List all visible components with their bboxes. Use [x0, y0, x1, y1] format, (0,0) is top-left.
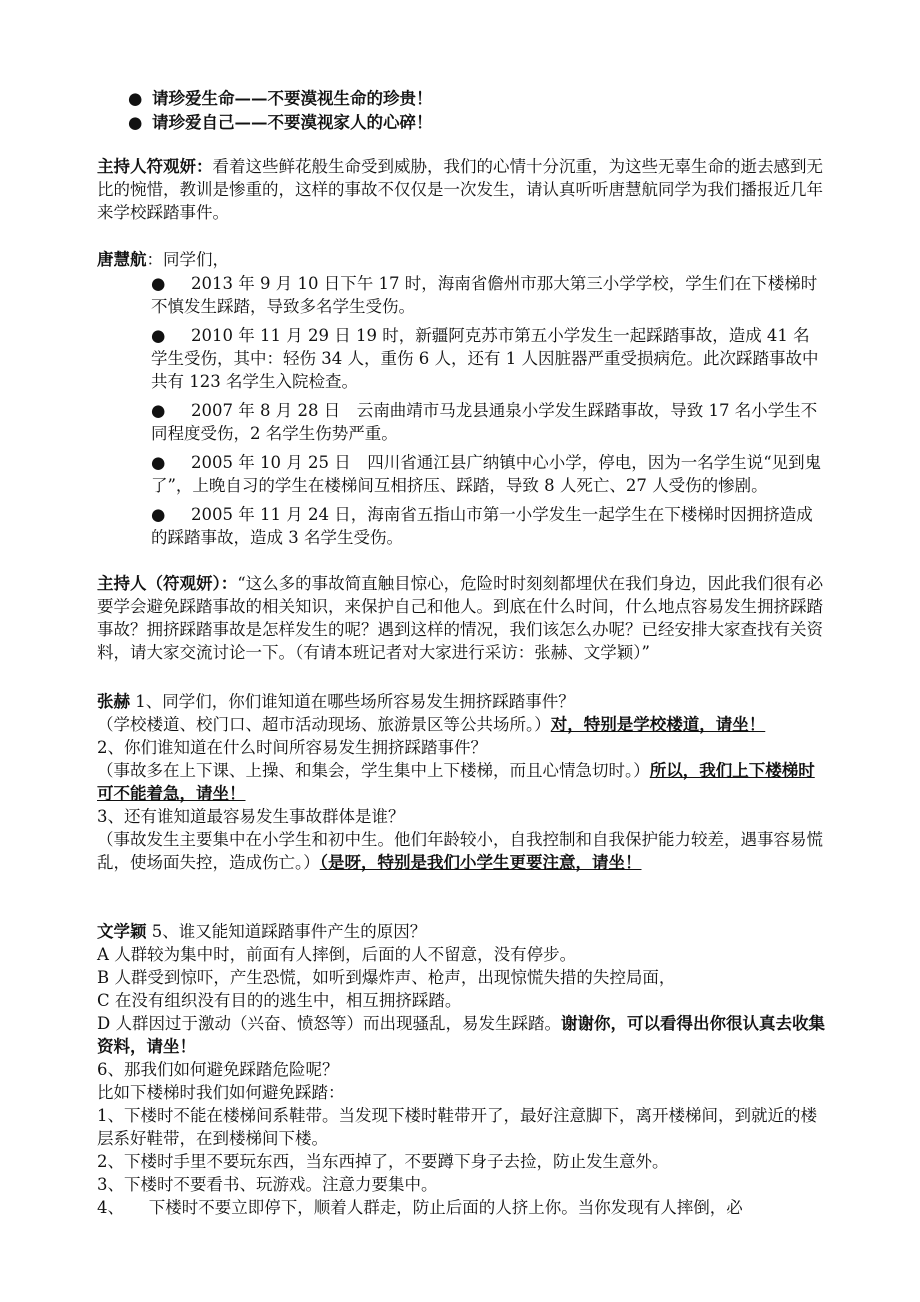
incident-text: 2005 年 11 月 24 日，海南省五指山市第一小学发生一起学生在下楼梯时因拥挤造成的踩踏事故，造成 3 名学生受伤。 [151, 505, 813, 547]
answer-emphasis: 所以，我们上下楼梯时可不能着急，请坐！ [97, 761, 815, 803]
list-item [151, 324, 825, 393]
answer-emphasis: 对，特别是学校楼道，请坐！ [550, 715, 766, 734]
bullet-dot-icon: ● [151, 505, 166, 524]
reason-emphasis: 谢谢你，可以看得出你很认真去收集资料，请坐！ [97, 1014, 825, 1056]
speaker-label: 唐慧航 [97, 250, 147, 269]
bullet-dot-icon: ● [151, 453, 166, 472]
list-item [151, 451, 825, 497]
tip-3: 3、下楼时不要看书、玩游戏。注意力要集中。 [97, 1175, 438, 1194]
zhang-q1 [97, 690, 825, 713]
bullet-text: 请珍爱自己——不要漠视家人的心碎！ [152, 113, 433, 132]
list-item [151, 503, 825, 549]
intro-paragraph [97, 155, 825, 224]
tip-2: 2、下楼时手里不要玩东西，当东西掉了，不要蹲下身子去捡，防止发生意外。 [97, 1152, 669, 1171]
answer-text: （学校楼道、校门口、超市活动现场、旅游景区等公共场所。） [97, 715, 551, 734]
incident-list [151, 272, 825, 555]
list-item [151, 399, 825, 445]
tang-intro [97, 248, 825, 271]
tip-1: 1、下楼时不能在楼梯间系鞋带。当发现下楼时鞋带开了，最好注意脚下，离开楼梯间，到就近的楼层系好鞋带，在到楼梯间下楼。 [97, 1106, 817, 1148]
zhang-a3 [97, 828, 825, 874]
zhang-q2: 2、你们谁知道在什么时间所容易发生拥挤踩踏事件？ [97, 738, 487, 757]
zhang-a1 [97, 713, 825, 736]
incident-text: 2013 年 9 月 10 日下午 17 时，海南省儋州市那大第三小学学校，学生们在下楼梯时不慎发生踩踏，导致多名学生受伤。 [151, 274, 818, 316]
question-text: 5、谁又能知道踩踏事件产生的原因？ [146, 922, 427, 941]
answer-emphasis: （是呀，特别是我们小学生更要注意，请坐！ [319, 853, 642, 872]
tip-4: 4、 下楼时不要立即停下，顺着人群走，防止后面的人挤上你。当你发现有人摔倒，必 [97, 1198, 743, 1217]
bullet-dot-icon: ● [151, 274, 166, 293]
wen-q6: 6、那我们如何避免踩踏危险呢？ [97, 1060, 339, 1079]
bullet-dot-icon: ● [128, 89, 143, 108]
wen-lead: 比如下楼梯时我们如何避免踩踏： [97, 1083, 345, 1102]
bullet-text: 请珍爱生命——不要漠视生命的珍贵！ [152, 89, 433, 108]
reason-text: D 人群因过于激动（兴奋、愤怒等）而出现骚乱，易发生踩踏。 [97, 1014, 561, 1033]
zhang-q3: 3、还有谁知道最容易发生事故群体是谁？ [97, 807, 405, 826]
wen-q5 [97, 920, 825, 943]
speaker-label: 主持人（符观妍）： [97, 574, 238, 593]
question-text: 1、同学们，你们谁知道在哪些场所容易发生拥挤踩踏事件？ [130, 692, 575, 711]
bullet-dot-icon: ● [151, 401, 166, 420]
list-item [151, 272, 825, 318]
incident-text: 2007 年 8 月 28 日 云南曲靖市马龙县通泉小学发生踩踏事故，导致 17 名小学生不同程度受伤，2 名学生伤势严重。 [151, 401, 818, 443]
tang-text: ：同学们， [146, 250, 229, 269]
reason-c: C 在没有组织没有目的的逃生中，相互拥挤踩踏。 [97, 991, 462, 1010]
host-paragraph [97, 572, 825, 664]
reason-b: B 人群受到惊吓，产生恐慌，如听到爆炸声、枪声，出现惊慌失措的失控局面， [97, 968, 676, 987]
host-text: “这么多的事故简直触目惊心，危险时时刻刻都埋伏在我们身边，因此我们很有必要学会避免踩踏事故的相关知识，来保护自己和他人。到底在什么时间，什么地点容易发生拥挤踩踏事故？拥挤踩踏事故是怎样发生的呢？遇到这样的情况，我们该怎么办呢？已经安排大家查找有关资料，请大家交流讨论一下。（有请本班记者对大家进行采访：张赫、文学颖）” [97, 574, 824, 662]
speaker-label: 文学颖 [97, 922, 147, 941]
reason-d [97, 1012, 825, 1058]
zhang-section [97, 690, 825, 874]
incident-text: 2010 年 11 月 29 日 19 时，新疆阿克苏市第五小学发生一起踩踏事故，造成 41 名学生受伤，其中：轻伤 34 人，重伤 6 人，还有 1 人因脏器严重受损病危。此次踩踏事故中共有 123 名学生入院检查。 [151, 326, 819, 391]
incident-text: 2005 年 10 月 25 日 四川省通江县广纳镇中心小学，停电，因为一名学生说“见到鬼了”，上晚自习的学生在楼梯间互相挤压、踩踏，导致 8 人死亡、27 人受伤的惨剧。 [151, 453, 822, 495]
answer-text: （事故多在上下课、上操、和集会，学生集中上下楼梯，而且心情急切时。） [97, 761, 650, 780]
reason-a: A 人群较为集中时，前面有人摔倒，后面的人不留意，没有停步。 [97, 945, 577, 964]
speaker-label: 主持人符观妍： [97, 157, 213, 176]
answer-text: （事故发生主要集中在小学生和初中生。他们年龄较小，自我控制和自我保护能力较差，遇事容易慌乱，使场面失控，造成伤亡。） [97, 830, 823, 872]
bullet-dot-icon: ● [128, 113, 143, 132]
zhang-a2 [97, 759, 825, 805]
wen-section [97, 920, 825, 1219]
bullet-dot-icon: ● [151, 326, 166, 345]
intro-text: 看着这些鲜花般生命受到威胁，我们的心情十分沉重，为这些无辜生命的逝去感到无比的惋惜，教训是惨重的，这样的事故不仅仅是一次发生，请认真听听唐慧航同学为我们播报近几年来学校踩踏事件。 [97, 157, 823, 222]
speaker-label: 张赫 [97, 692, 130, 711]
